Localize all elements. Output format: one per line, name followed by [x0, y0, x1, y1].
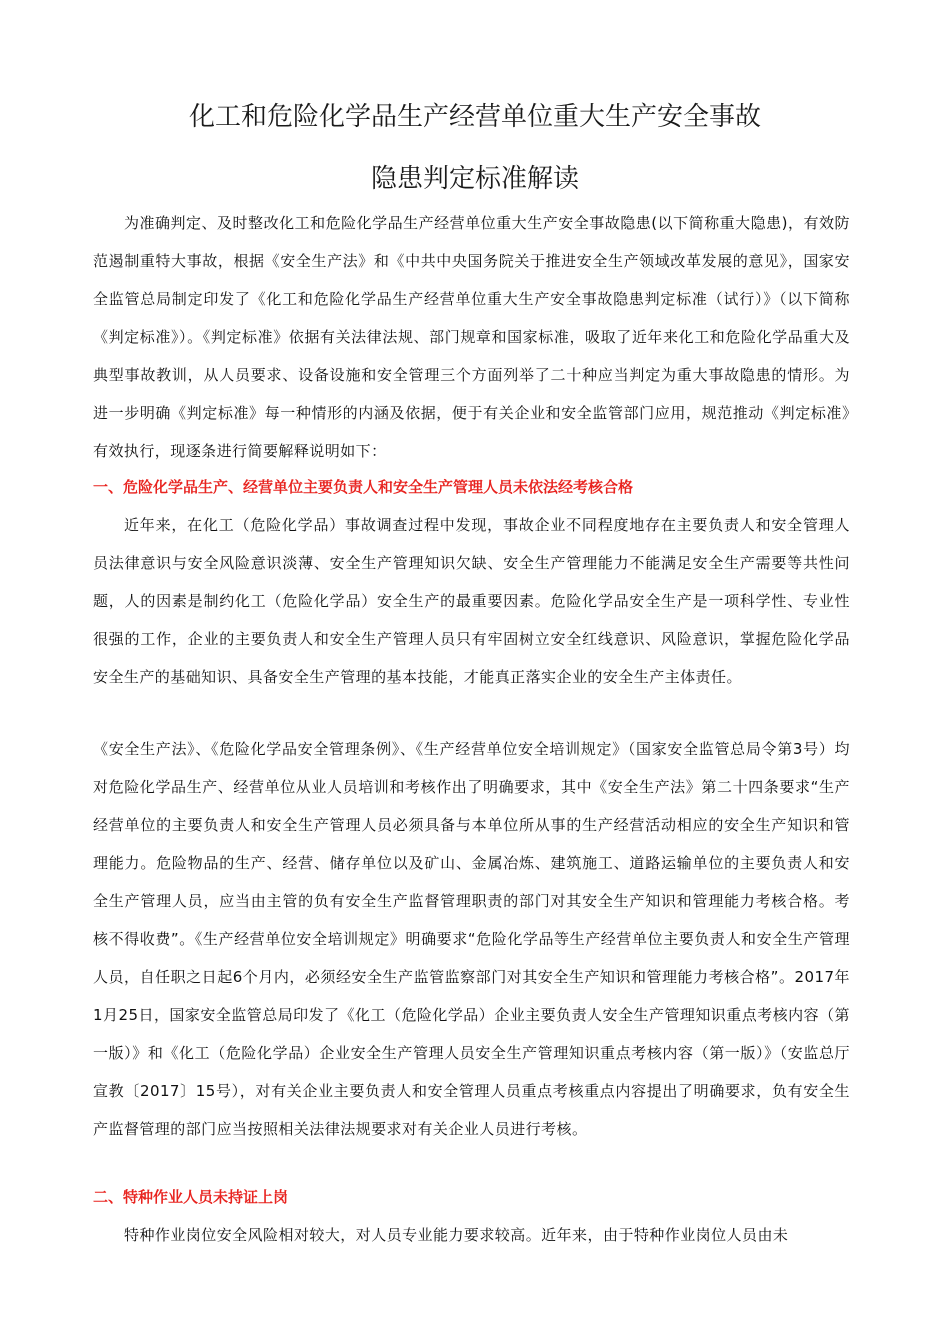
section-1-paragraph-1: 近年来，在化工（危险化学品）事故调查过程中发现，事故企业不同程度地存在主要负责人和安全管理人员法律意识与安全风险意识淡薄、安全生产管理知识欠缺、安全生产管理能力不能满足安全生产需要等共性问题，人的因素是制约化工（危险化学品）安全生产的最重要因素。危险化学品安全生产是一项科学性、专业性很强的工作，企业的主要负责人和安全生产管理人员只有牢固树立安全红线意识、风险意识，掌握危险化学品安全生产的基础知识、具备安全生产管理的基本技能，才能真正落实企业的安全生产主体责任。: [93, 516, 850, 686]
document-title-line-2: 隐患判定标准解读: [370, 164, 579, 194]
section-1-paragraph-2: 《安全生产法》、《危险化学品安全管理条例》、《生产经营单位安全培训规定》（国家安全监管总局令第3号）均对危险化学品生产、经营单位从业人员培训和考核作出了明确要求，其中《安全生产法》第二十四条要求“生产经营单位的主要负责人和安全生产管理人员必须具备与本单位所从事的生产经营活动相应的安全生产知识和管理能力。危险物品的生产、经营、储存单位以及矿山、金属冶炼、建筑施工、道路运输单位的主要负责人和安全生产管理人员，应当由主管的负有安全生产监督管理职责的部门对其安全生产知识和管理能力考核合格。考核不得收费”。《生产经营单位安全培训规定》明确要求“危险化学品等生产经营单位主要负责人和安全生产管理人员，自任职之日起6个月内，必须经安全生产监管监察部门对其安全生产知识和管理能力考核合格”。2017年1月25日，国家安全监管总局印发了《化工（危险化学品）企业主要负责人安全生产管理知识重点考核内容（第一版）》和《化工（危险化学品）企业安全生产管理人员安全生产管理知识重点考核内容（第一版）》（安监总厅宣教〔2017〕15号），对有关企业主要负责人和安全管理人员重点考核重点内容提出了明确要求，负有安全生产监督管理的部门应当按照相关法律法规要求对有关企业人员进行考核。: [93, 740, 850, 1138]
section-1-heading: 一、危险化学品生产、经营单位主要负责人和安全生产管理人员未依法经考核合格: [93, 478, 634, 496]
intro-paragraph: 为准确判定、及时整改化工和危险化学品生产经营单位重大生产安全事故隐患(以下简称重大隐患)，有效防范遏制重特大事故，根据《安全生产法》和《中共中央国务院关于推进安全生产领域改革发展的意见》，国家安全监管总局制定印发了《化工和危险化学品生产经营单位重大生产安全事故隐患判定标准（试行）》（以下简称《判定标准》）。《判定标准》依据有关法律法规、部门规章和国家标准，吸取了近年来化工和危险化学品重大及典型事故教训，从人员要求、设备设施和安全管理三个方面列举了二十种应当判定为重大事故隐患的情形。为进一步明确《判定标准》每一种情形的内涵及依据，便于有关企业和安全监管部门应用，规范推动《判定标准》有效执行，现逐条进行简要解释说明如下：: [93, 214, 850, 460]
section-2-heading: 二、特种作业人员未持证上岗: [93, 1188, 289, 1206]
document-title-line-1: 化工和危险化学品生产经营单位重大生产安全事故: [188, 102, 761, 132]
section-2-paragraph-1: 特种作业岗位安全风险相对较大，对人员专业能力要求较高。近年来，由于特种作业岗位人员由未: [124, 1226, 789, 1244]
